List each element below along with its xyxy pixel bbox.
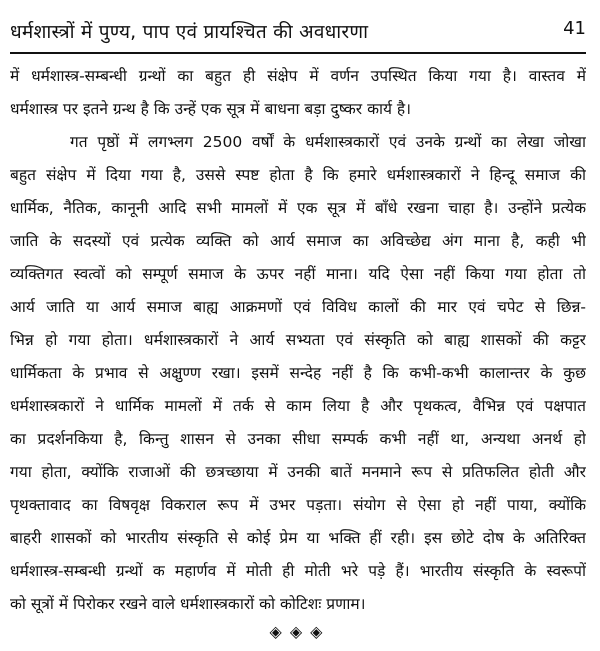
body-text xyxy=(10,60,586,621)
text-line: धर्मशास्त्रकारों ने धार्मिक मामलों में तर्क से काम लिया है और पृथकत्व, वैभिन्न एवं पक्षपात xyxy=(10,397,586,415)
text-line: में धर्मशास्त्र-सम्बन्धी ग्रन्थों का बहुत ही संक्षेप में वर्णन उपस्थित किया गया है। वास्तव में xyxy=(10,67,586,85)
ornament-divider: ◈◈◈ xyxy=(269,622,331,641)
text-line: गया होता, क्योंकि राजाओं की छत्रच्छाया में उनकी बातें मनमाने रूप से प्रतिफलित होती और xyxy=(10,463,586,481)
text-line: व्यक्तिगत स्वत्वों को सम्पूर्ण समाज के ऊपर नहीं माना। यदि ऐसा नहीं किया गया होता तो xyxy=(10,265,586,283)
header-rule xyxy=(10,52,586,54)
page-number: 41 xyxy=(563,18,586,39)
text-line: धर्मशास्त्र-सम्बन्धी ग्रन्थों क महार्णव में मोती ही मोती भरे पड़े हैं। भारतीय संस्कृति के स्वरूपों xyxy=(10,562,586,580)
running-title: धर्मशास्त्रों में पुण्य, पाप एवं प्रायश्चित की अवधारणा xyxy=(10,21,369,43)
text-line: आर्य जाति या आर्य समाज बाह्य आक्रमणों एवं विविध कालों की मार एवं चपेट से छिन्न- xyxy=(10,298,586,316)
text-line: धर्मशास्त्र पर इतने ग्रन्थ है कि उन्हें एक सूत्र में बाधना बड़ा दुष्कर कार्य है। xyxy=(10,100,412,118)
text-line: का प्रदर्शनकिया है, किन्तु शासन से उनका सीधा सम्पर्क कभी नहीं था, अन्यथा अनर्थ हो xyxy=(10,430,586,448)
text-line: बाहरी शासकों को भारतीय संस्कृति से कोई प्रेम या भक्ति हीं रही। इस छोटे दोष के अतिरिक्त xyxy=(10,529,586,547)
text-line: को सूत्रों में पिरोकर रखने वाले धर्मशास्त्रकारों को कोटिशः प्रणाम। xyxy=(10,595,366,613)
text-line: धार्मिक, नैतिक, कानूनी आदि सभी मामलों में एक सूत्र में बाँधे रखना चाहा है। उन्होंने प्रत्येक xyxy=(10,199,586,217)
text-line: धार्मिकता के प्रभाव से अक्षुण्ण रखा। इसमें सन्देह नहीं है कि कभी-कभी कालान्तर के कुछ xyxy=(10,364,586,382)
text-line: भिन्न हो गया होता। धर्मशास्त्रकारों ने आर्य सभ्यता एवं संस्कृति को बाह्य शासकों की कट्टर xyxy=(10,331,586,349)
text-line: गत पृष्ठों में लगभ्लग 2500 वर्षों के धर्मशास्त्रकारों एवं उनके ग्रन्थों का लेखा जोखा xyxy=(70,133,586,151)
text-line: बहुत संक्षेप में दिया गया है, उससे स्पष्ट होता है कि हमारे धर्मशास्त्रकारों ने हिन्दू समाज की xyxy=(10,166,586,184)
text-line: पृथक्तावाद का विषवृक्ष विकराल रूप में उभर पड़ता। संयोग से ऐसा हो नहीं पाया, क्योंकि xyxy=(10,496,586,514)
page-header xyxy=(10,10,586,52)
text-line: जाति के सदस्यों एवं प्रत्येक व्यक्ति को आर्य समाज का अविच्छेद्य अंग माना है, कही भी xyxy=(10,232,586,250)
